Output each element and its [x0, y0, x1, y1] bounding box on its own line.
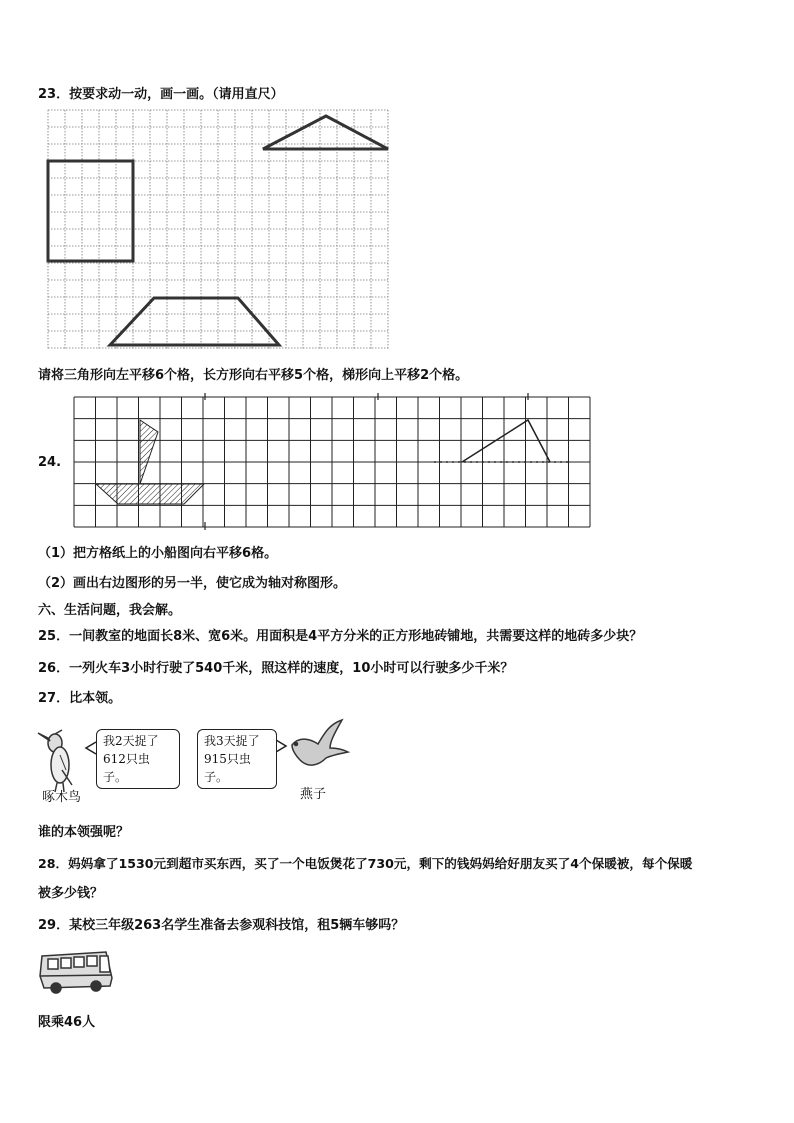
woodpecker-line1: 我2天捉了	[103, 734, 159, 748]
q25-text: 25．一间教室的地面长8米、宽6米。用面积是4平方分米的正方形地砖铺地，共需要这样的地砖多少块？	[38, 629, 643, 644]
section6-title: 六、生活问题，我会解。	[38, 603, 182, 618]
q23-instruction: 请将三角形向左平移6个格，长方形向右平移5个格，梯形向上平移2个格。	[38, 368, 469, 383]
q27-title: 27．比本领。	[38, 691, 122, 706]
bus-icon	[40, 952, 112, 993]
swallow-line1: 我3天捉了	[204, 734, 260, 748]
q29-text: 29．某校三年级263名学生准备去参观科技馆，租5辆车够吗？	[38, 918, 405, 933]
bus-capacity-label: 限乘46人	[38, 1015, 96, 1030]
swallow-label: 燕子	[300, 787, 327, 802]
q26-text: 26．一列火车3小时行驶了540千米，照这样的速度，10小时可以行驶多少千米？	[38, 661, 514, 676]
q28-line2: 被多少钱？	[38, 886, 104, 901]
q24-sub1: （1）把方格纸上的小船图向右平移6格。	[38, 546, 278, 561]
swallow-line2: 915只虫子。	[204, 752, 251, 784]
q28-line1: 28．妈妈拿了1530元到超市买东西，买了一个电饭煲花了730元，剩下的钱妈妈给好朋友买了4个保暖被，每个保暖	[38, 856, 693, 871]
q24-sub2: （2）画出右边图形的另一半，使它成为轴对称图形。	[38, 576, 347, 591]
q27-question: 谁的本领强呢？	[38, 825, 130, 840]
q23-title: 23．按要求动一动，画一画。（请用直尺）	[38, 87, 284, 102]
woodpecker-label: 啄木鸟	[42, 790, 82, 805]
woodpecker-line2: 612只虫子。	[103, 752, 150, 784]
q24-number: 24.	[38, 455, 62, 470]
